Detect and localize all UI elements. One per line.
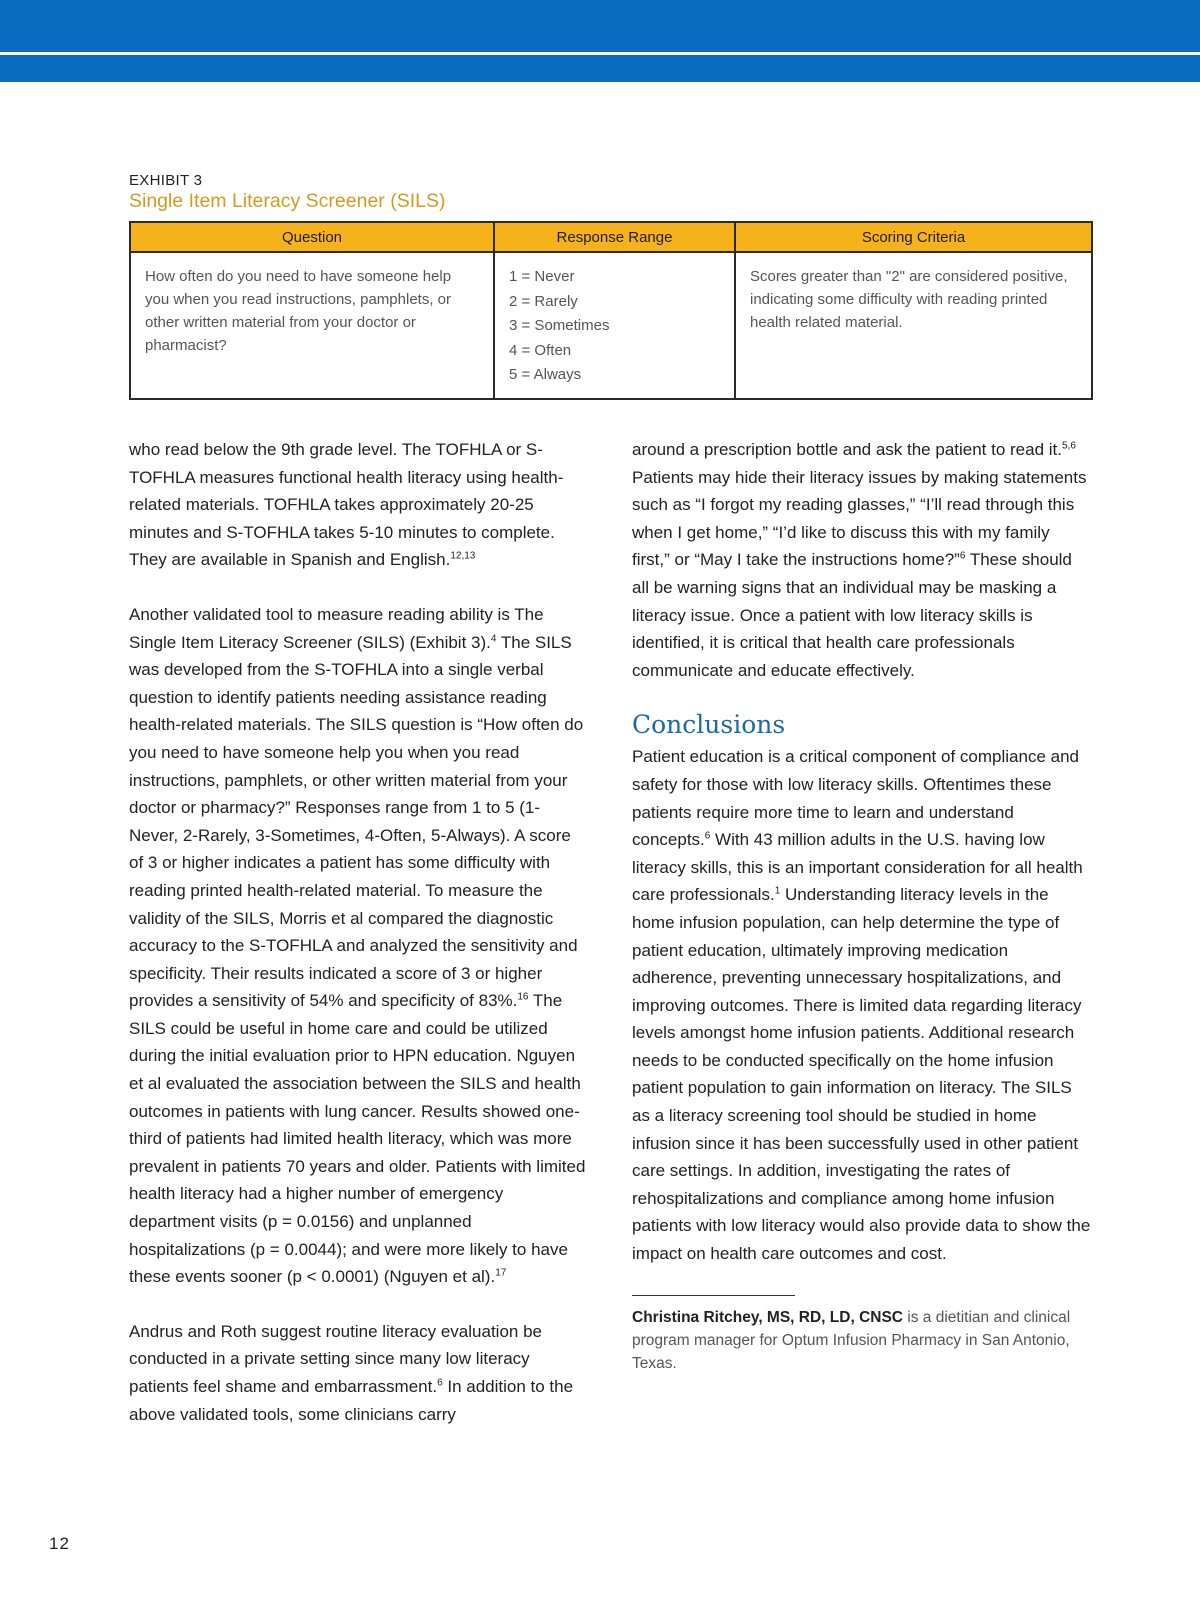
- author-bio: [632, 1306, 1092, 1375]
- table-row: [130, 252, 1092, 399]
- scoring-cell: Scores greater than "2" are considered positive, indicating some difficulty with reading printed health related material.: [735, 252, 1092, 399]
- range-item: 3 = Sometimes: [509, 317, 610, 334]
- citation: 1: [774, 885, 781, 897]
- range-item: 5 = Always: [509, 366, 582, 383]
- header-band-lower: [0, 55, 1200, 82]
- citation: 4: [490, 632, 497, 644]
- column-header-question: Question: [130, 222, 494, 252]
- paragraph-text: With 43 million adults in the U.S. having low literacy skills, this is an important consideration for all health care professionals.: [632, 830, 1083, 905]
- paragraph-text: In addition to the above validated tools, some clinicians carry: [129, 1377, 574, 1424]
- author-name: Christina Ritchey, MS, RD, LD, CNSC: [632, 1308, 903, 1326]
- paragraph-text: Another validated tool to measure reading ability is The Single Item Literacy Screener (SILS) (Exhibit 3).: [129, 604, 544, 652]
- citation: 5,6: [1062, 440, 1076, 452]
- column-header-response-range: Response Range: [494, 222, 735, 252]
- page-number: 12: [49, 1534, 70, 1553]
- column-header-scoring-criteria: Scoring Criteria: [735, 222, 1092, 252]
- response-range-cell: [494, 252, 735, 399]
- paragraph: [129, 1318, 589, 1428]
- paragraph-text: around a prescription bottle and ask the patient to read it.: [632, 440, 1062, 459]
- bio-divider: [632, 1295, 795, 1296]
- paragraph-text: who read below the 9th grade level. The TOFHLA or S-TOFHLA measures functional health literacy using health-related materials. TOFHLA takes approximately 20-25 minutes and S-TOFHLA takes 5-10 minutes to complete. They are available in Spanish and English.: [129, 440, 564, 570]
- paragraph-text: Understanding literacy levels in the home infusion population, can help determine the type of patient education, ultimately improving medication adherence, preventing unnecessary hospitalizations, and improving outcomes. There is limited data regarding literacy levels amongst home infusion patients. Additional research needs to be conducted specifically on the home infusion patient population to gain information on literacy. The SILS as a literacy screening tool should be studied in home infusion since it has been successfully used in other patient care settings. In addition, investigating the rates of rehospitalizations and compliance among home infusion patients with low literacy would also provide data to show the impact on health care outcomes and cost.: [632, 885, 1091, 1264]
- citation: 16: [517, 991, 529, 1003]
- header-band: [0, 0, 1200, 52]
- paragraph-text: The SILS was developed from the S-TOFHLA into a single verbal question to identify patients needing assistance reading health-related materials. The SILS question is “How often do you need to have someone help you when you read instructions, pamphlets, or other written material from your doctor or pharmacy?” Responses range from 1 to 5 (1-Never, 2-Rarely, 3-Sometimes, 4-Often, 5-Always). A score of 3 or higher indicates a patient has some difficulty with reading printed health-related material. To measure the validity of the SILS, Morris et al compared the diagnostic accuracy to the S-TOFHLA and analyzed the sensitivity and specificity. Their results indicated a score of 3 or higher provides a sensitivity of 54% and specificity of 83%.: [129, 632, 584, 1011]
- conclusions-heading: Conclusions: [632, 710, 786, 740]
- author-bio-text: is a dietitian and clinical program manager for Optum Infusion Pharmacy in San Antonio, Texas.: [632, 1308, 1071, 1372]
- range-item: 4 = Often: [509, 341, 572, 359]
- sils-table: [129, 221, 1093, 400]
- paragraph: [632, 743, 1092, 1267]
- right-column: [632, 436, 1092, 1375]
- paragraph: [129, 436, 589, 574]
- exhibit-title: Single Item Literacy Screener (SILS): [129, 190, 446, 212]
- exhibit-label: EXHIBIT 3: [129, 172, 203, 189]
- citation: 12,13: [450, 550, 476, 562]
- citation: 17: [495, 1267, 507, 1279]
- range-item: 2 = Rarely: [509, 292, 578, 310]
- paragraph: [129, 601, 589, 1291]
- citation: 6: [437, 1377, 443, 1389]
- paragraph: [632, 436, 1092, 684]
- paragraph-text: These should all be warning signs that an individual may be masking a literacy issue. Once a patient with low literacy skills is identified, it is critical that health care professionals communicate and educate effectively.: [632, 550, 1072, 680]
- paragraph-text: Andrus and Roth suggest routine literacy evaluation be conducted in a private setting since many low literacy patients feel shame and embarrassment.: [129, 1321, 542, 1396]
- paragraph-text: Patient education is a critical component of compliance and safety for those with low literacy skills. Oftentimes these patients require more time to learn and understand concepts.: [632, 747, 1079, 850]
- table-header-row: [130, 222, 1092, 252]
- citation: 6: [959, 550, 966, 562]
- left-column: [129, 436, 589, 1455]
- range-item: 1 = Never: [509, 268, 575, 285]
- citation: 6: [704, 830, 711, 842]
- paragraph-text: Patients may hide their literacy issues by making statements such as “I forgot my reading glasses,” “I’ll read through this when I get home,” “I’d like to discuss this with my family first,” or “May I take the instructions home?”: [632, 467, 1087, 570]
- paragraph-text: The SILS could be useful in home care and could be utilized during the initial evaluation prior to HPN education. Nguyen et al evaluated the association between the SILS and health outcomes in patients with lung cancer. Results showed one-third of patients had limited health literacy, which was more prevalent in patients 70 years and older. Patients with limited health literacy had a higher number of emergency department visits (p = 0.0156) and unplanned hospitalizations (p = 0.0044); and were more likely to have these events sooner (p < 0.0001) (Nguyen et al).: [129, 991, 586, 1287]
- question-cell: How often do you need to have someone help you when you read instructions, pamphlets, or other written material from your doctor or pharmacist?: [130, 252, 494, 399]
